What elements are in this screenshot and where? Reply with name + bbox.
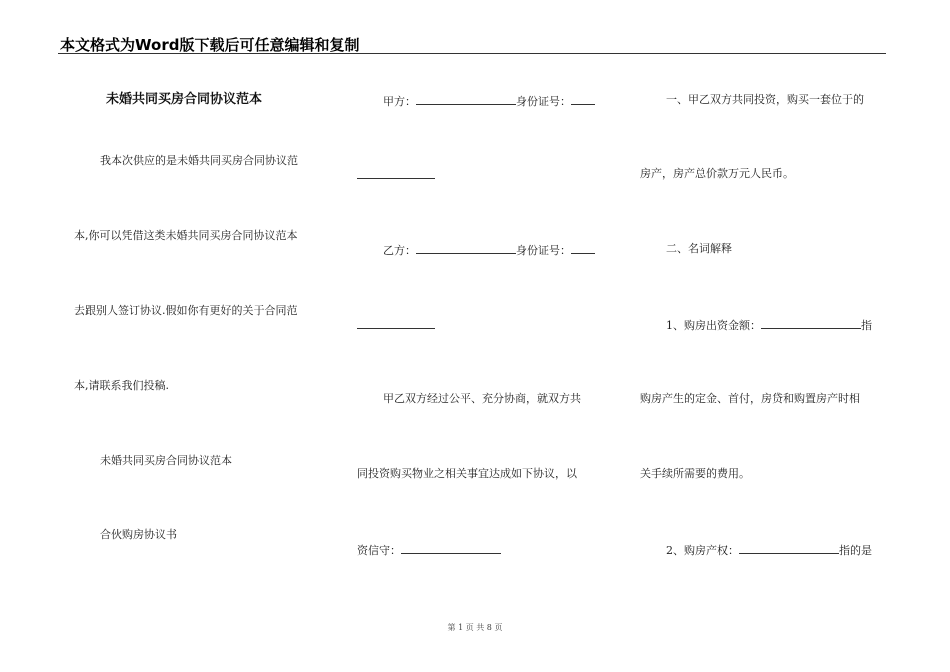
heading-2: 二、名词解释 <box>666 242 732 255</box>
party-b-continuation <box>357 317 435 333</box>
party-a-blank <box>416 93 516 105</box>
definition-1-label: 1、购房出资金额： <box>666 319 761 332</box>
definition-2-suffix: 指的是 <box>839 544 872 557</box>
definition-1-line-2: 购房产生的定金、首付，房贷和购置房产时相 <box>640 392 860 405</box>
intro-line-4: 本,请联系我们投稿. <box>74 379 169 392</box>
party-b-label: 乙方： <box>383 244 416 257</box>
party-a-continuation <box>357 167 435 183</box>
page-header-title: 本文格式为Word版下载后可任意编辑和复制 <box>60 36 360 54</box>
item-1-line-2: 房产，房产总价款万元人民币。 <box>640 167 794 180</box>
page-footer: 第 1 页 共 8 页 <box>447 623 503 632</box>
definition-2-label: 2、购房产权： <box>666 544 739 557</box>
header-divider <box>58 53 886 54</box>
body-line-3 <box>357 542 501 558</box>
item-1-line-1: 一、甲乙双方共同投资，购买一套位于的 <box>666 93 864 106</box>
intro-line-3: 去跟别人签订协议.假如你有更好的关于合同范 <box>74 304 298 317</box>
id-b-blank <box>571 242 595 254</box>
body-line-3-text: 资信守： <box>357 544 401 557</box>
definition-2-blank <box>739 542 839 554</box>
body-line-2: 同投资购买物业之相关事宜达成如下协议，以 <box>357 467 577 480</box>
party-b-line <box>383 242 595 258</box>
definition-1-line-3: 关手续所需要的费用。 <box>640 467 750 480</box>
party-b-blank <box>416 242 516 254</box>
body-line-3-blank <box>401 542 501 554</box>
section-heading: 合伙购房协议书 <box>100 528 177 541</box>
subtitle: 未婚共同买房合同协议范本 <box>100 454 232 467</box>
party-a-line <box>383 93 595 109</box>
intro-line-1: 我本次供应的是未婚共同买房合同协议范 <box>100 154 298 167</box>
party-a-id-blank-continued <box>357 167 435 179</box>
intro-line-2: 本,你可以凭借这类未婚共同买房合同协议范本 <box>74 229 298 242</box>
body-line-1: 甲乙双方经过公平、充分协商，就双方共 <box>383 392 581 405</box>
definition-1-line-1 <box>666 317 872 333</box>
party-b-id-blank-continued <box>357 317 435 329</box>
party-a-label: 甲方： <box>383 95 416 108</box>
definition-2-line-1 <box>666 542 872 558</box>
id-label-a: 身份证号： <box>516 95 571 108</box>
id-label-b: 身份证号： <box>516 244 571 257</box>
definition-1-blank <box>761 317 861 329</box>
document-title: 未婚共同买房合同协议范本 <box>106 92 263 107</box>
definition-1-suffix: 指 <box>861 319 872 332</box>
id-a-blank <box>571 93 595 105</box>
